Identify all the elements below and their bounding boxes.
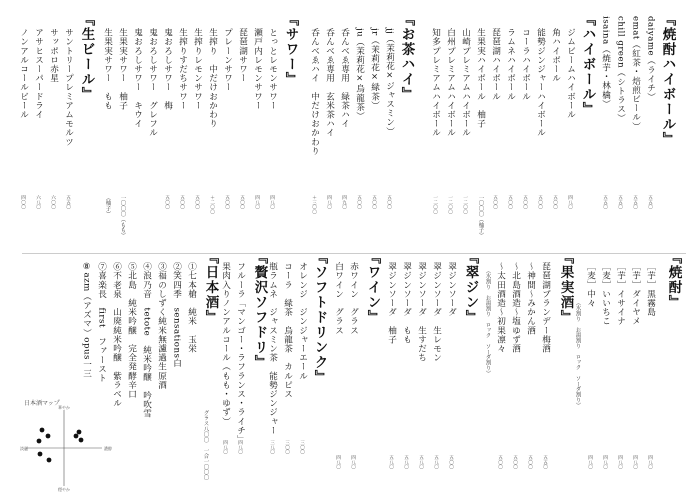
price: 五〇〇: [371, 195, 377, 210]
menu-item-red-wine: 赤ワイン グラス: [348, 262, 359, 335]
price: 一二〇〇: [462, 195, 468, 215]
menu-item-chill-green: chill green（シトラス）: [615, 16, 626, 123]
menu-item-sapporo-akaboshi: サッポロ赤星: [48, 28, 59, 83]
price: 五〇〇: [386, 195, 392, 210]
price: 五五〇: [617, 195, 623, 210]
menu-item-chita: 知多プレミアムハイボール: [430, 28, 441, 138]
section-sour: 『サワー』: [282, 12, 299, 87]
price: 四〇〇: [20, 195, 26, 210]
price: 五〇〇: [164, 195, 170, 210]
menu-item-orange-ginger: オレンジ ジンジャーエール: [297, 262, 308, 381]
menu-item-oni-grapefruit: 鬼おろしサワー グレフル: [147, 28, 158, 138]
price: 六〇〇: [50, 195, 56, 210]
price: 五〇〇: [194, 195, 200, 210]
menu-item-shichihonyari: ①七本槍 純米 玉栄: [186, 262, 197, 353]
menu-item-daiyame: daiyame（ライチ）: [645, 16, 656, 102]
menu-item-hatsukarin: ～太田酒造～初果凛々: [495, 262, 506, 353]
price: 三八〇: [269, 440, 275, 455]
map-point-4: [74, 434, 79, 439]
price: 五〇〇: [522, 195, 528, 210]
menu-item-emat: emat（紅茶・焙煎ビール）: [630, 16, 641, 131]
menu-item-ramune-jasmine: 瓶ラムネ ジャスミン茶 能勢ジンジャー: [267, 262, 278, 435]
menu-item-oni-kiwi: 鬼おろしサワー キウイ: [132, 28, 143, 129]
menu-item-naka-naka: ［麦］中々: [585, 262, 596, 308]
menu-item-kajitsu-momo: 生果実サワー もも: [102, 28, 113, 110]
price: 三〇〇: [284, 440, 290, 455]
price: 五八〇: [388, 455, 394, 470]
menu-item-fruit-nonal: 果肉入りノンアルコール（もも・ゆず）: [220, 262, 231, 426]
menu-item-ju: ju（茉莉花×烏龍茶）: [354, 28, 365, 121]
price: 四八〇: [567, 195, 573, 210]
price: 六八〇: [35, 195, 41, 210]
price: 五〇〇: [512, 455, 518, 470]
price: 五〇〇: [239, 195, 245, 210]
serving-note: （水割り お湯割り ロック ソーダ割り）: [574, 300, 581, 408]
menu-item-naminooto: ④浪乃音 tetote 純米吟醸 吟吹雪: [141, 262, 152, 419]
serving-note: （水割り お湯割り ロック ソーダ割り）: [484, 268, 491, 376]
menu-item-kurokirishima: ［芋］黒霧島: [645, 262, 656, 317]
menu-item-nose-ginger: 能勢ジンジャーハイボール: [535, 28, 546, 138]
menu-item-sui-yuzu: 翠ジンソーダ 柚子: [386, 262, 397, 344]
menu-item-sui-soda: 翠ジンソーダ: [446, 262, 457, 317]
price: ＋二〇〇: [209, 195, 215, 215]
price: 五〇〇: [224, 195, 230, 210]
map-point-3: [37, 439, 42, 444]
price: 五〇〇: [356, 195, 362, 210]
price: 五五〇: [542, 455, 548, 470]
price-note: 一〇〇〇（柚子）: [477, 195, 484, 239]
menu-item-jj: jj（茉莉花×ジャスミン）: [384, 28, 395, 136]
price: 四八〇: [326, 195, 332, 210]
menu-item-biwa-brandy-umeshu: 琵琶湖ブランデー梅酒: [540, 262, 551, 353]
map-point-8: [38, 452, 43, 457]
menu-item-kajitsu-yuzu: 生果実サワー 柚子: [117, 28, 128, 110]
menu-item-sui-lemon: 翠ジンソーダ 生レモン: [431, 262, 442, 363]
menu-item-isaina-imo: ［芋］イサイナ: [615, 262, 626, 326]
menu-item-fukunoshizuku: ③福のしずく純米無濾過生原酒: [156, 262, 167, 390]
menu-item-shio-yuzu: ～北島酒造～塩ゆず酒: [510, 262, 521, 353]
menu-item-ramune-highball: ラムネハイボール: [505, 28, 516, 101]
price: 四八〇: [222, 440, 228, 455]
map-point-1: [40, 428, 45, 433]
price: 四八〇: [237, 440, 243, 455]
price: 四八〇: [587, 455, 593, 470]
price: 五八〇: [418, 455, 424, 470]
price: 四八〇: [647, 455, 653, 470]
price: 五〇〇: [179, 195, 185, 210]
section-zeitaku-soft: 『贅沢ソフドリ』: [251, 250, 268, 370]
price: ＋三〇〇: [311, 195, 317, 215]
price: 五五〇: [632, 195, 638, 210]
menu-item-lemon-refill: 生搾り 中だけおかわり: [207, 28, 218, 129]
price: 五〇〇: [507, 195, 513, 210]
map-point-2: [46, 434, 51, 439]
menu-item-green-tea-hai: 呑んべゑ専用 緑茶ハイ: [339, 28, 350, 129]
menu-item-toto-lemon: とっとレモンサワー: [267, 28, 278, 110]
menu-item-plain-sour: プレーンサワー: [222, 28, 233, 92]
price: 四八〇: [269, 195, 275, 210]
price: 五〇〇: [448, 455, 454, 470]
menu-item-isaina: isaina（焼芋・林檎）: [600, 16, 611, 109]
menu-item-nama-sudachi: 生搾りすだちサワー: [177, 28, 188, 110]
sake-map-title: 日本酒マップ: [24, 400, 60, 407]
price-note: （柚子）: [104, 195, 111, 217]
menu-item-mikan-shu: ～神間～みかん酒: [525, 262, 536, 335]
section-soft-drink: 『ソフトドリンク』: [311, 250, 328, 385]
menu-item-kirakucho: ⑦喜楽長 first ファースト: [96, 262, 107, 383]
menu-item-iichiko: ［麦］いいちこ: [600, 262, 611, 326]
price: 五〇〇: [527, 455, 533, 470]
menu-item-genmai-hai: 呑んべゑ専用 玄米茶ハイ: [324, 28, 335, 138]
section-kajitsu: 『果実酒』: [557, 250, 574, 325]
menu-item-cola-tea: コーラ 緑茶 烏龍茶 カルピス: [282, 262, 293, 399]
map-label-bottom: 穏やか: [58, 487, 70, 492]
map-label-left: 淡麗: [20, 446, 28, 451]
menu-item-kajitsu-highball: 生果実ハイボール 柚子: [475, 28, 486, 129]
menu-item-jr: jr（茉莉花×緑茶）: [369, 28, 380, 110]
price: 五八〇: [403, 455, 409, 470]
price: 四九〇: [341, 195, 347, 210]
section-beer: 『生ビール』: [78, 12, 95, 102]
price: 四八〇: [602, 455, 608, 470]
price: 四八〇: [632, 455, 638, 470]
menu-item-setouchi-lemon: 瀬戸内レモンサワー: [252, 28, 263, 110]
menu-item-fleura: フルーラ「マンゴー・ラフランス・ライチ」: [235, 262, 246, 444]
price: 一二〇〇: [447, 195, 453, 215]
price: 五〇〇: [537, 195, 543, 210]
price: 五五〇: [65, 195, 71, 210]
price: 五〇〇: [552, 195, 558, 210]
menu-item-sui-momo: 翠ジンソーダ もも: [401, 262, 412, 344]
menu-item-azm: ⑧azm（アズマ）opus一三: [81, 262, 92, 379]
menu-item-daiyame-imo: ［芋］ダイヤメ: [630, 262, 641, 326]
price: 四八〇: [254, 195, 260, 210]
menu-item-jim-beam: ジムビームハイボール: [565, 28, 576, 119]
menu-item-furosen: ⑥不老泉 山廃純米吟醸 紫ラベル: [111, 262, 122, 408]
menu-item-emishiki: ②笑四季 sensations白: [171, 262, 182, 368]
section-ochahi: 『お茶ハイ』: [398, 12, 415, 102]
price: 五五〇: [647, 195, 653, 210]
menu-item-kaku: 角ハイボール: [550, 28, 561, 83]
section-nihonshu: 『日本酒』: [202, 250, 219, 325]
menu-item-white-wine: 白ワイン グラス: [333, 262, 344, 335]
menu-item-oni-ume: 鬼おろしサワー 梅: [162, 28, 173, 110]
price: 五八〇: [433, 455, 439, 470]
map-point-5: [79, 438, 84, 443]
price: 五〇〇: [492, 195, 498, 210]
price-note: グラス八〇〇 一合一〇〇〇: [202, 410, 209, 481]
price: 五五〇: [602, 195, 608, 210]
price: 四八〇: [350, 455, 356, 470]
section-shochu: 『焼酎』: [665, 250, 682, 310]
section-shochu-highball: 『焼酎ハイボール』: [659, 12, 676, 147]
price: 一二〇〇: [432, 195, 438, 215]
price: 四八〇: [335, 455, 341, 470]
map-point-6: [77, 430, 82, 435]
price: 三〇〇: [299, 440, 305, 455]
menu-item-cola-highball: コーラハイボール: [520, 28, 531, 101]
menu-item-premium-malts: サントリープレミアムモルツ: [63, 28, 74, 147]
menu-item-nonbee-refill: 呑んべゑハイ 中だけおかわり: [309, 28, 320, 156]
section-sui-gin: 『翠ジン』: [462, 250, 479, 325]
map-label-top: 華やか: [58, 405, 70, 410]
price-note: 一〇〇〇（もも）: [119, 195, 126, 239]
sake-map: [24, 408, 104, 488]
divider: [22, 253, 686, 254]
menu-item-sui-sudachi: 翠ジンソーダ 生すだち: [416, 262, 427, 363]
menu-item-yamazaki: 山崎プレミアムハイボール: [460, 28, 471, 138]
menu-item-non-alcohol-beer: ノンアルコールビール: [18, 28, 29, 119]
price: 五〇〇: [497, 455, 503, 470]
menu-item-hakushu: 白州プレミアムハイボール: [445, 28, 456, 138]
menu-item-kitajima: ⑤北島 純米吟醸 完全発酵辛口: [126, 262, 137, 399]
menu-item-nama-lemon: 生搾りレモンサワー: [192, 28, 203, 110]
section-wine: 『ワイン』: [364, 250, 381, 325]
menu-item-asahi-dry: アサヒスーパードライ: [33, 28, 44, 119]
price: 四八〇: [617, 455, 623, 470]
map-point-7: [47, 458, 52, 463]
menu-item-biwa-sour: 琵琶湖サワー: [237, 28, 248, 83]
section-highball: 『ハイボール』: [579, 12, 596, 117]
menu-item-biwa-highball: 琵琶湖ハイボール: [490, 28, 501, 101]
map-label-right: 濃醇: [104, 446, 112, 451]
